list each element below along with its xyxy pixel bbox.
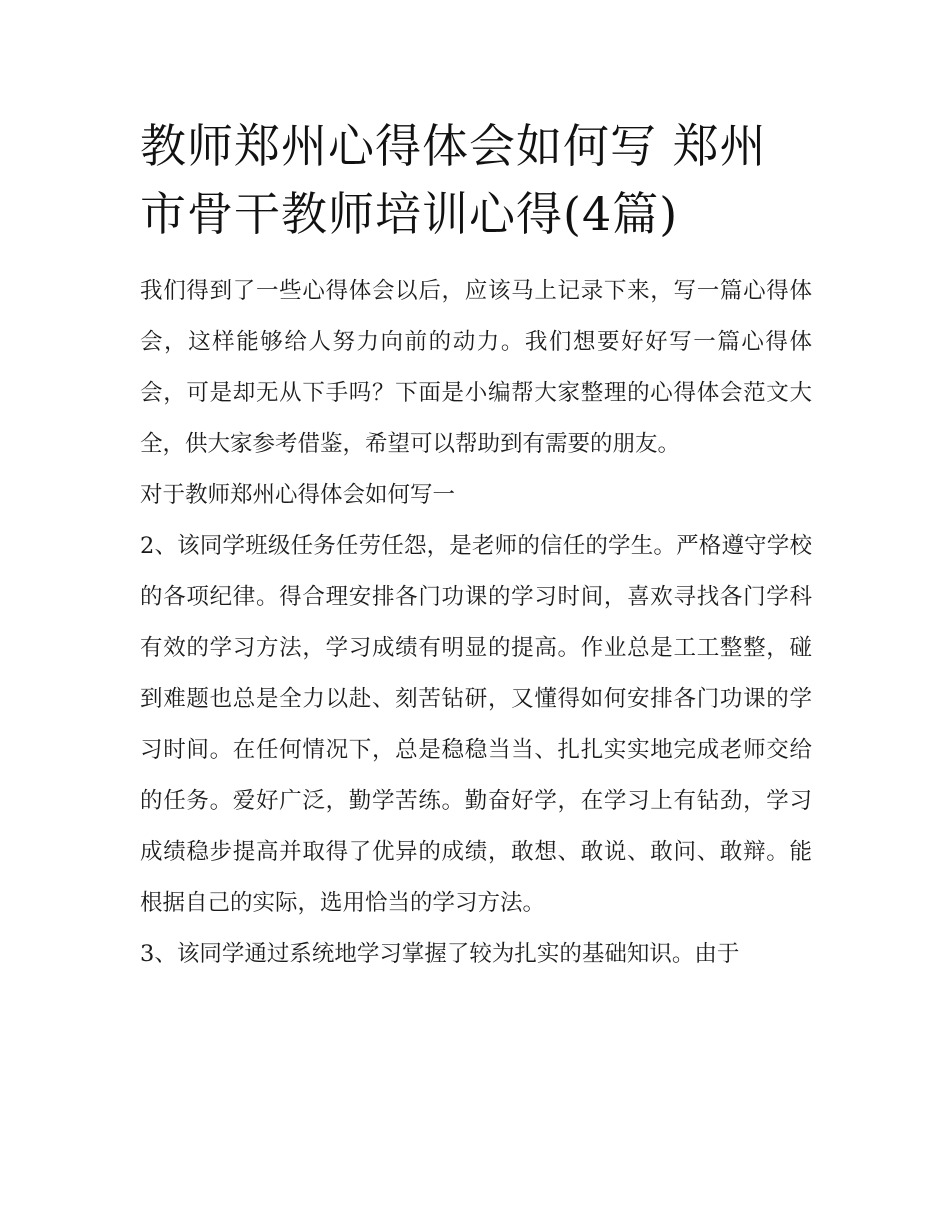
body-paragraph: 2、该同学班级任务任劳任怨，是老师的信任的学生。严格遵守学校的各项纪律。得合理安排各门功课的学习时间，喜欢寻找各门学科有效的学习方法，学习成绩有明显的提高。作业总是工工整整，碰到难题也总是全力以赴、刻苦钻研，又懂得如何安排各门功课的学习时间。在任何情况下，总是稳稳当当、扎扎实实地完成老师交给的任务。爱好广泛，勤学苦练。勤奋好学，在学习上有钻劲，学习成绩稳步提高并取得了优异的成绩，敢想、敢说、敢问、敢辩。能根据自己的实际，选用恰当的学习方法。 bbox=[140, 533, 812, 916]
body-paragraph: 3、该同学通过系统地学习掌握了较为扎实的基础知识。由于 bbox=[140, 941, 740, 967]
document-page bbox=[140, 112, 812, 980]
section-heading: 对于教师郑州心得体会如何写一 bbox=[140, 482, 456, 508]
intro-paragraph: 我们得到了一些心得体会以后，应该马上记录下来，写一篇心得体会，这样能够给人努力向前的动力。我们想要好好写一篇心得体会，可是却无从下手吗？下面是小编帮大家整理的心得体会范文大全，供大家参考借鉴，希望可以帮助到有需要的朋友。 bbox=[140, 278, 812, 457]
document-title: 教师郑州心得体会如何写 郑州市骨干教师培训心得(4篇) bbox=[140, 119, 767, 241]
